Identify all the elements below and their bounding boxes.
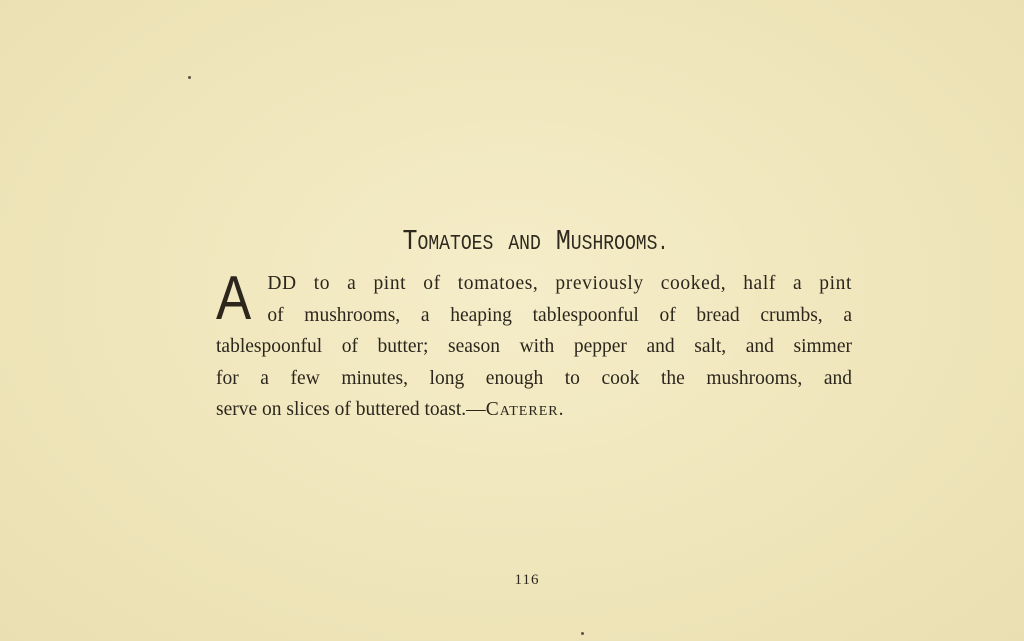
paper-speck — [188, 76, 191, 79]
recipe-line-4: for a few minutes, long enough to cook the mushrooms, and — [216, 367, 852, 389]
attribution-caterer: Caterer. — [485, 399, 565, 420]
title-word-and: AND — [508, 233, 541, 256]
recipe-line-5-text: serve on slices of buttered toast.— — [216, 399, 486, 420]
recipe-paragraph — [216, 264, 852, 426]
paper-speck — [581, 632, 584, 635]
recipe-title — [75, 224, 996, 263]
recipe-line-2: of mushrooms, a heaping tablespoonful of bread crumbs, a — [267, 304, 852, 326]
recipe-line-1: DD to a pint of tomatoes, previously cooked, half a pint — [267, 273, 852, 294]
title-initial-m: M — [555, 225, 571, 258]
title-initial-t: T — [402, 225, 418, 258]
title-word-mushrooms: USHROOMS. — [570, 233, 669, 256]
title-word-tomatoes: OMATOES — [417, 233, 494, 256]
drop-cap-letter: A — [216, 264, 252, 333]
recipe-line-3: tablespoonful of butter; season with pepper and salt, and simmer — [216, 336, 852, 357]
recipe-line-5 — [216, 394, 852, 426]
page-number: 116 — [514, 572, 540, 588]
